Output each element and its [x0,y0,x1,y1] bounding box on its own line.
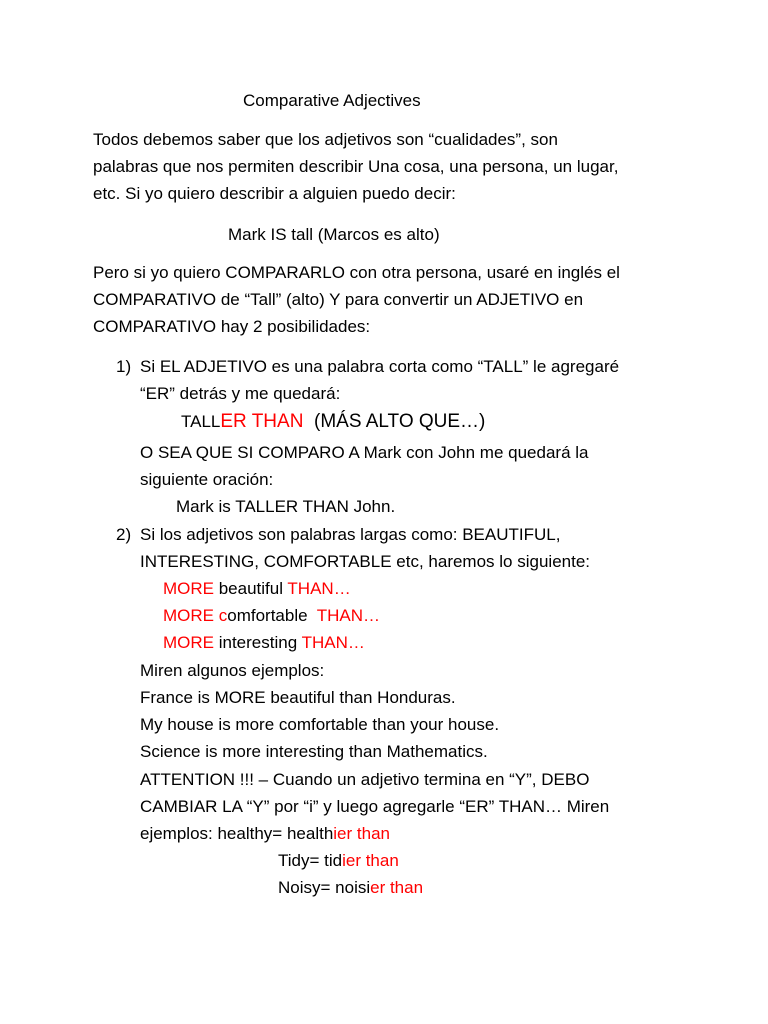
list-number: 1) [116,357,132,376]
example-line: Science is more interesting than Mathematics. [140,742,488,761]
y-rule-base: Tidy= tid [278,851,343,870]
more-keyword: MORE [163,633,214,652]
attention-line: CAMBIAR LA “Y” por “i” y luego agregarle “ER” THAN… Miren [140,797,610,816]
y-rule-line [140,820,390,847]
y-rule-line [278,847,399,874]
example-line: France is MORE beautiful than Honduras. [140,688,456,707]
than-keyword: THAN… [316,606,380,625]
taller-than-line [181,408,485,435]
list-number: 2) [116,525,132,544]
rule-line: Si los adjetivos son palabras largas como: BEAUTIFUL, [140,525,561,544]
page-title: Comparative Adjectives [243,91,421,110]
adjective: beautiful [214,579,288,598]
y-rule-line [278,874,423,901]
more-keyword: MORE c [163,606,228,625]
intro-line: etc. Si yo quiero describir a alguien puedo decir: [93,184,456,203]
intro-line: Todos debemos saber que los adjetivos son “cualidades”, son [93,130,558,149]
rule-line: O SEA QUE SI COMPARO A Mark con John me quedará la [140,443,589,462]
taller-prefix: TALL [181,412,221,431]
taller-meaning: (MÁS ALTO QUE…) [314,411,486,432]
example-sentence: Mark IS tall (Marcos es alto) [228,225,440,244]
more-keyword: MORE [163,579,214,598]
y-rule-base: ejemplos: healthy= health [140,824,334,843]
rule-line: siguiente oración: [140,470,274,489]
y-rule-suffix: er than [370,878,424,897]
rule-line: INTERESTING, COMFORTABLE etc, haremos lo siguiente: [140,552,591,571]
rule-line: “ER” detrás y me quedará: [140,384,341,403]
example-line: Miren algunos ejemplos: [140,661,325,680]
y-rule-suffix: ier than [342,851,399,870]
compare-intro-line: COMPARATIVO de “Tall” (alto) Y para convertir un ADJETIVO en [93,290,584,309]
compare-intro-line: COMPARATIVO hay 2 posibilidades: [93,317,371,336]
adjective: interesting [214,633,302,652]
intro-line: palabras que nos permiten describir Una cosa, una persona, un lugar, [93,157,619,176]
y-rule-base: Noisy= noisi [278,878,371,897]
more-pattern-line [163,629,365,656]
adjective: omfortable [227,606,317,625]
compare-intro-line: Pero si yo quiero COMPARARLO con otra persona, usaré en inglés el [93,263,620,282]
example-sentence: Mark is TALLER THAN John. [176,497,396,516]
taller-suffix: ER THAN [220,411,304,432]
more-pattern-line [163,602,380,629]
y-rule-suffix: ier than [333,824,390,843]
than-keyword: THAN… [287,579,351,598]
attention-line: ATTENTION !!! – Cuando un adjetivo termina en “Y”, DEBO [140,770,590,789]
rule-line: Si EL ADJETIVO es una palabra corta como “TALL” le agregaré [140,357,620,376]
more-pattern-line [163,575,351,602]
example-line: My house is more comfortable than your house. [140,715,500,734]
than-keyword: THAN… [301,633,365,652]
